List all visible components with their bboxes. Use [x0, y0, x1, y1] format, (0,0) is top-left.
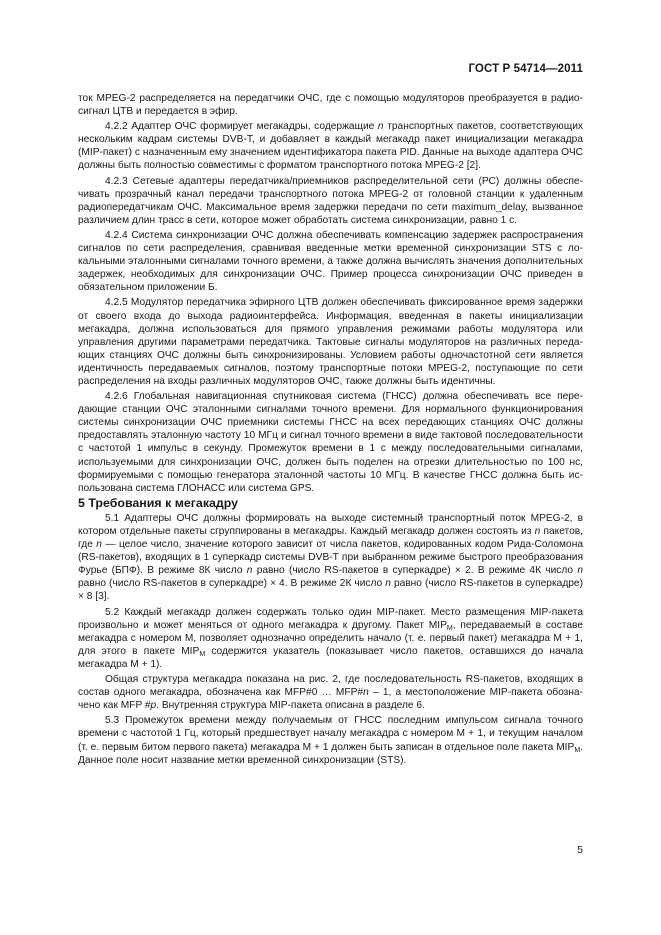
- body-text: [78, 92, 583, 769]
- paragraph-megaframe-structure: [78, 673, 583, 712]
- subscript-m: M: [199, 650, 206, 658]
- page-number: 5: [577, 844, 583, 856]
- paragraph-4-2-2: [78, 120, 583, 172]
- text-run: пакетов, где: [78, 526, 584, 551]
- text-run: 4.2.2 Адаптер ОЧС формирует мегакадры, содержащие: [105, 121, 378, 133]
- text-run: равно (число RS-пакетов в суперкадре) × 2. В режиме 4К число: [252, 565, 578, 577]
- text-run: , передаваемый в составе мегакадра с номером М, позволяет однозначно определить начало (т. е. первый пакет) мегакадра М + 1, для этого в пакете MIP: [78, 619, 583, 657]
- paragraph-5-1: [78, 512, 583, 604]
- variable-n: n: [577, 565, 583, 577]
- subscript-m: M: [574, 746, 581, 754]
- text-run: . Внутренняя структура MIP-пакета описана в разделе 6.: [156, 700, 425, 712]
- paragraph-continuation: ток MPEG-2 распределяется на передатчики ОЧС, где с помощью модуляторов преобразуется в радиосигнал ЦТВ и передается в эфир.: [78, 93, 583, 118]
- section-5-title: 5 Требования к мегакадру: [78, 495, 239, 510]
- variable-n: n: [96, 539, 102, 551]
- paragraph-5-2: [78, 606, 583, 671]
- paragraph-4-2-5: 4.2.5 Модулятор передатчика эфирного ЦТВ должен обеспечивать фиксированное время задержки от своего входа до выхода радиоинтерфейса. Информация, введенная в пакеты инициализации мегакадра, должна использоваться для прямого управления режимами работы модулятора или управления другими параметрами передатчика. Тактовые сигналы модуляторов на различных передающих станциях ОЧС должны быть синхронизированы. Условием работы одночастотной сети является идентичность передаваемых сигналов, поэтому транспортные потоки MPEG-2, поступающие по сети распределения на входы различных модуляторов ОЧС, также должны быть идентичны.: [78, 297, 583, 387]
- variable-p: p: [150, 700, 157, 712]
- subscript-m: M: [446, 624, 453, 632]
- text-run: равно (число RS-пакетов в суперкадре) × 4. В режиме 2К число: [78, 578, 386, 590]
- text-run: — целое число, значение которого зависит от числа пакетов, кодированных кодом Рида-Соломона (RS-пакетов), входящих в 1 суперкадр системы DVB-T при выбранном режиме быстрого преобразования Фурье (БПФ). В режиме 8К число: [78, 539, 583, 577]
- text-run: 5.1 Адаптеры ОЧС должны формировать на выходе системный транспортный поток MPEG-2, в котором отдельные пакеты сгруппированы в мегакадры. Каждый мегакадр должен состоять из: [78, 512, 583, 537]
- paragraph-5-3: [78, 714, 583, 766]
- standard-designation: ГОСТ Р 54714—2011: [468, 63, 583, 75]
- variable-n: n: [377, 121, 384, 133]
- variable-n: n: [534, 526, 541, 537]
- text-run: Общая структура мегакадра показана на рис. 2, где последовательность RS-пакетов, входящих в состав одного мегакадра, обозначена как MFP#0 … MFP#: [78, 674, 583, 699]
- variable-n: n: [385, 578, 391, 590]
- text-run: содержится указатель (показывает число пакетов, оставшихся до начала мегакадра М + 1).: [78, 645, 583, 670]
- variable-n: n: [363, 687, 369, 699]
- text-run: – 1, а местоположение MIP-пакета обозначено как MFP #: [78, 687, 583, 712]
- variable-n: n: [246, 565, 253, 577]
- text-run: 5.2 Каждый мегакадр должен содержать только один MIP-пакет. Место размещения MIP-пакета произвольно и может меняться от одного мегакадра к другому. Пакет MIP: [78, 606, 583, 631]
- paragraph-4-2-6: 4.2.6 Глобальная навигационная спутниковая система (ГНСС) должна обеспечивать все передающие станции ОЧС эталонными сигналами точного времени. Для нормального функционирования системы синхронизации ОЧС приемники системы ГНСС на всех передающих станциях ОЧС должны предоставлять эталонную частоту 10 МГц и сигнал точного времени в виде тактовой последовательности с частотой 1 импульс в секунду. Промежуток времени в 1 с между последовательными сигналами, используемыми для синхронизации ОЧС, должен быть поделен на отрезки длительностью по 100 нс, формируемыми с помощью генератора эталонной частоты 10 МГц. В качестве ГНСС должна быть использована система ГЛОНАСС или система GPS.: [78, 391, 583, 494]
- text-run: транспортных пакетов, соответствующих нескольким кадрам системы DVB-T, и добавляет в каждый мегакадр пакет инициализации мегакадра (MIP-пакет) с назначенным ему значением идентификатора пакета PID. Данные на выходе адаптера ОЧС должны быть полностью совместимы с форматом транспортного потока MPEG-2 [2].: [78, 121, 583, 172]
- paragraph-4-2-4: 4.2.4 Система синхронизации ОЧС должна обеспечивать компенсацию задержек распространения сигналов по сети распределения, сравнивая введенные метки временной синхронизации STS с локальными эталонными сигналами точного времени, а также должна вычислять значения дополнительных задержек, необходимых для синхронизации ОЧС. Пример процесса синхронизации ОЧС приведен в обязательном приложении Б.: [78, 229, 583, 294]
- paragraph-4-2-3: 4.2.3 Сетевые адаптеры передатчика/приемников распределительной сети (РС) должны обеспечивать прозрачный канал передачи транспортного потока MPEG-2 от головной станции к удаленным радиопередатчикам ОЧС. Максимальное время задержки передачи по сети maximum_delay, вызванное различием длин трасс в сети, которое может обработать система синхронизации, равно 1 с.: [78, 175, 583, 226]
- text-run: 5.3 Промежуток времени между получаемым от ГНСС последним импульсом сигнала точного времени с частотой 1 Гц, который предшествует началу мегакадра с номером М + 1, и текущим началом (т. е. первым битом первого пакета) мегакадра М + 1 должен быть записан в отдельное поле пакета MIP: [78, 715, 583, 753]
- text-run: равно (число RS-пакетов в суперкадре) × 8 [3].: [78, 578, 583, 603]
- text-run: . Данное поле носит название метки временной синхронизации (STS).: [78, 741, 583, 766]
